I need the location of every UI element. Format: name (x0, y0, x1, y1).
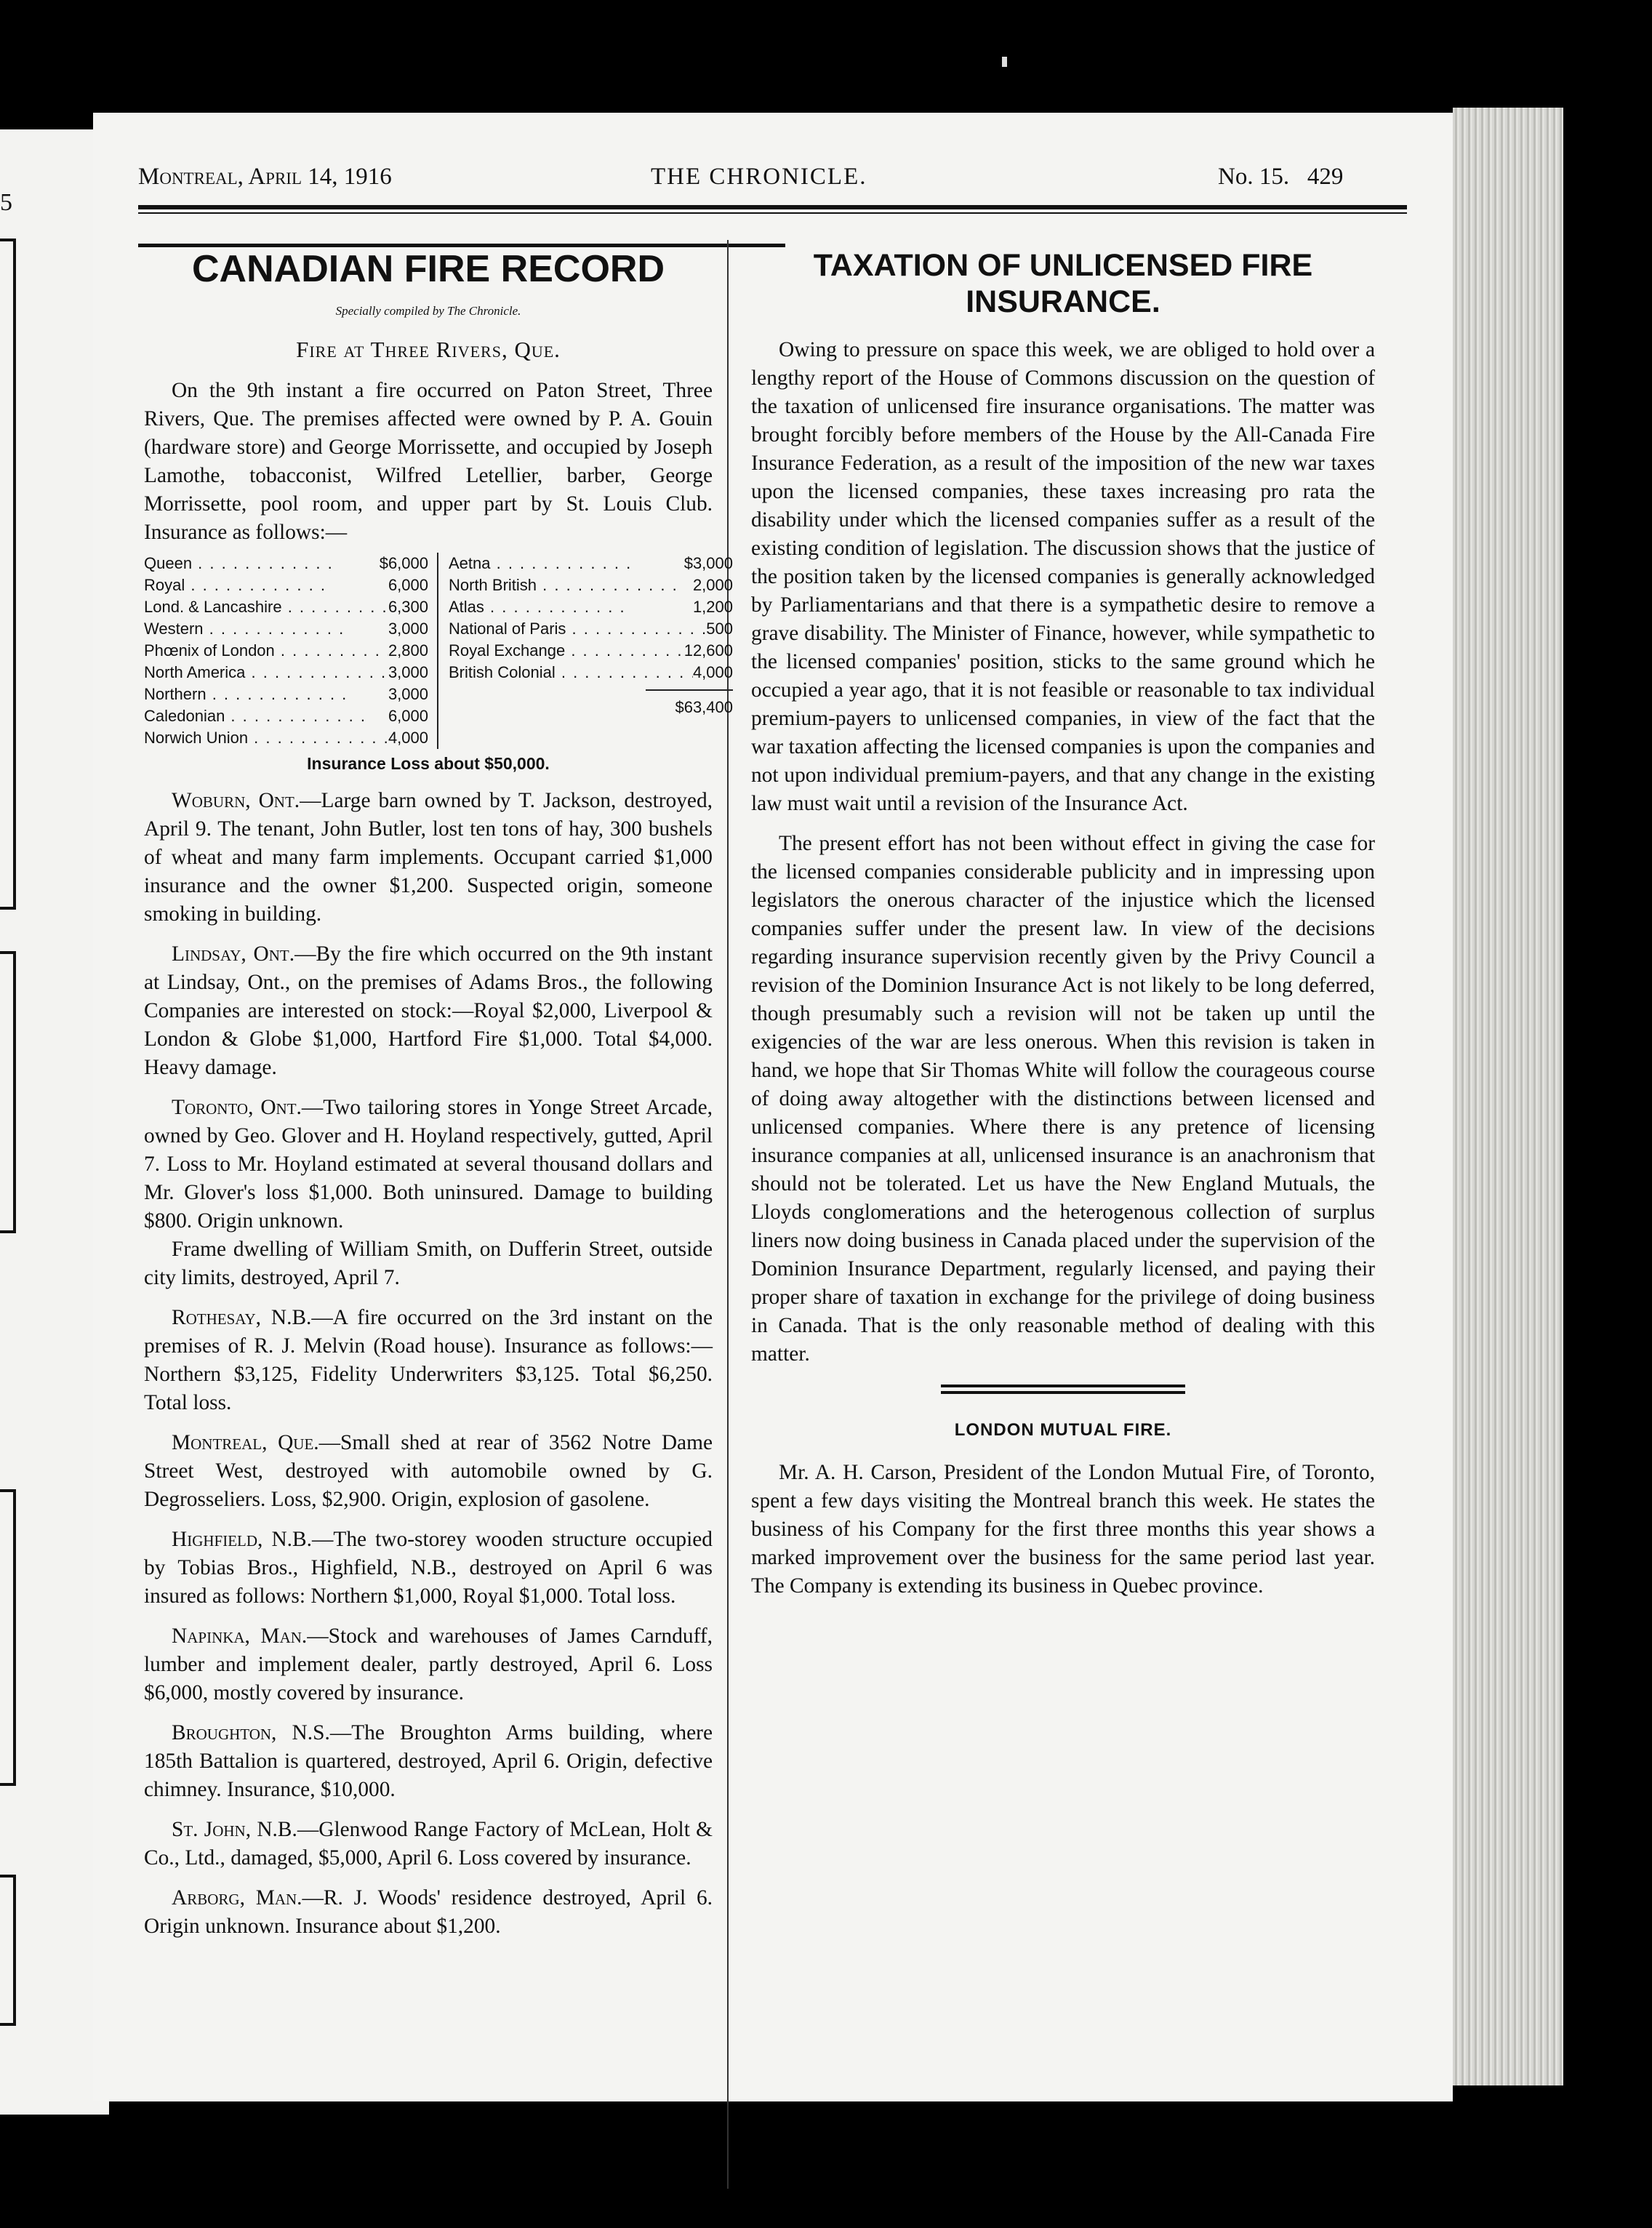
fire-report-place: Napinka, Man. (172, 1624, 308, 1648)
insurance-table-right (438, 553, 733, 749)
insurance-amount: 1,200 (692, 598, 733, 616)
fire-record-byline: Specially compiled by The Chronicle. (335, 304, 521, 318)
fire-record-column (144, 244, 733, 1941)
fire-report-place: Rothesay, N.B. (172, 1306, 312, 1329)
fire-report (144, 1622, 713, 1707)
three-rivers-subhead: Fire at Three Rivers, Que. (296, 337, 561, 362)
insurance-amount: 4,000 (692, 663, 733, 681)
fire-report (144, 1429, 713, 1514)
insurance-row (144, 684, 428, 705)
london-mutual-text: Mr. A. H. Carson, President of the London Mutual Fire, of Toronto, spent a few days visiting the Montreal branch this week. He states the business of his Company for the first three months this year shows a marked improvement over the business for the same period last year. The Company is extending its business in Quebec province. (751, 1461, 1375, 1598)
insurance-row (144, 596, 428, 618)
insurance-row (449, 553, 733, 574)
adjacent-page-box (0, 1875, 16, 2026)
insurance-amount: 6,000 (388, 576, 428, 594)
taxation-paragraph: Owing to pressure on space this week, we are obliged to hold over a lengthy report of the House of Commons discussion on the question of the taxation of unlicensed fire insurance organisations. The matter was brought forcibly before members of the House by the All-Canada Fire Insurance Federation, as a result of the imposition of the new war taxes upon the licensed companies, these taxes increasing pro rata the disability under which the licensed companies suffer as a result of the existing condition of legislation. The discussion shows that the justice of the position taken by the licensed companies is generally acknowledged by Parliamentarians and that there is a sympathetic desire to remove a grave disability. The Minister of Finance, however, while sympathetic to the licensed companies' position, sticks to the same ground which he occupied a year ago, that it is not feasible or reasonable to tax individual premium-payers to unlicensed companies, in view of the fact that the war taxation affecting the licensed companies is upon the companies and not upon individual premium-payers, and that any change in the existing law must wait until a revision of the Insurance Act. (751, 338, 1375, 815)
insurance-company: Western . . . (144, 618, 345, 640)
insurance-row (144, 618, 428, 640)
insurance-amount: 2,800 (388, 641, 428, 660)
scan-speck (1002, 57, 1007, 67)
fire-report-text: —A fire occurred on the 3rd instant on the premises of R. J. Melvin (Road house). Insurance as follows:—Northern $3,125, Fidelity Underwriters $3,125. Total $6,250. Total loss. (144, 1306, 713, 1414)
insurance-amount: 3,000 (388, 620, 428, 638)
insurance-company: North British . . . (449, 574, 678, 596)
insurance-amount: 6,300 (388, 598, 428, 616)
fire-report (144, 787, 713, 929)
taxation-column (751, 244, 1375, 1600)
fire-report (144, 1094, 713, 1235)
insurance-company: Royal . . . (144, 574, 326, 596)
fire-report-place: Toronto, Ont. (172, 1096, 302, 1119)
insurance-table-left (144, 553, 438, 749)
insurance-amount: 2,000 (692, 576, 733, 594)
insurance-amount: $6,000 (379, 554, 428, 572)
insurance-company: Caledonian . . . (144, 705, 366, 727)
insurance-company: National of Paris . . . (449, 618, 706, 640)
fire-report (144, 1235, 713, 1292)
insurance-company: Atlas . . . (449, 596, 626, 618)
insurance-company: Royal Exchange . . . (449, 640, 684, 662)
taxation-title: TAXATION OF UNLICENSED FIRE INSURANCE. (813, 248, 1313, 319)
insurance-row (144, 640, 428, 662)
insurance-amount: $3,000 (683, 554, 733, 572)
header-place-date: Montreal, April 14, 1916 (138, 164, 392, 190)
insurance-row (449, 596, 733, 618)
fire-report-text: —Glenwood Range Factory of McLean, Holt & Co., Ltd., damaged, $5,000, April 6. Loss covered by insurance. (144, 1818, 713, 1870)
insurance-company: Phœnix of London . . . (144, 640, 388, 662)
insurance-company: Queen . . . (144, 553, 334, 574)
insurance-row (144, 574, 428, 596)
fire-report-text: —Two tailoring stores in Yonge Street Arcade, owned by Geo. Glover and H. Hoyland respectively, gutted, April 7. Loss to Mr. Hoyland estimated at several thousand dollars and Mr. Glover's loss $1,000. Both uninsured. Damage to building $800. Origin unknown. (144, 1096, 713, 1233)
fire-report-place: St. John, N.B. (172, 1818, 297, 1841)
adjacent-page-box (0, 239, 16, 910)
fire-report-text: —By the fire which occurred on the 9th instant at Lindsay, Ont., on the premises of Adams Bros., the following Companies are interested on stock:—Royal $2,000, Liverpool & London & Globe $1,000, Hartford Fire $1,000. Total $4,000. Heavy damage. (144, 942, 713, 1079)
fire-report (144, 1884, 713, 1941)
fire-report-place: Broughton, N.S. (172, 1721, 330, 1744)
page-stack-edge (1453, 108, 1563, 2085)
fire-report-place: Arborg, Man. (172, 1886, 302, 1910)
fire-report-place: Woburn, Ont. (172, 789, 300, 812)
column-divider (727, 240, 729, 2189)
fire-report-text: —Large barn owned by T. Jackson, destroyed, April 9. The tenant, John Butler, lost ten tons of hay, 300 bushels of wheat and many farm implements. Occupant carried $1,000 insurance and the owner $1,200. Suspected origin, someone smoking in building. (144, 789, 713, 926)
fire-reports (144, 787, 713, 1941)
fire-report (144, 1719, 713, 1804)
insurance-company: Norwich Union . . . (144, 727, 388, 749)
fire-report (144, 1304, 713, 1417)
fire-report-text: —The Broughton Arms building, where 185th Battalion is quartered, destroyed, April 6. Origin, defective chimney. Insurance, $10,000. (144, 1721, 713, 1801)
fire-report-text: —Stock and warehouses of James Carnduff, lumber and implement dealer, partly destroyed, April 6. Loss $6,000, mostly covered by insurance. (144, 1624, 713, 1704)
adjacent-page-box (0, 1489, 16, 1786)
fire-record-title: CANADIAN FIRE RECORD (192, 248, 665, 290)
insurance-loss: Insurance Loss about $50,000. (307, 754, 550, 773)
insurance-amount: 3,000 (388, 663, 428, 681)
taxation-paragraph: The present effort has not been without effect in giving the case for the licensed companies considerable publicity and in impressing upon legislators the onerous character of the injustice which the licensed companies suffer under the present law. In view of the decisions regarding insurance supervision recently given by the Privy Council a revision of the Dominion Insurance Act is not likely to be long deferred, though presumably such a revision will not be taken up until the exigencies of the war are less onerous. When this revision is taken in hand, we hope that Sir Thomas White will follow the courageous course of doing away altogether with the distinctions between licensed and unlicensed companies. Where there is any pretence of licensing insurance companies at all, unlicensed insurance is an anachronism that should not be tolerated. Let us have the New England Mutuals, the Lloyds conglomerations and the heterogenous collection of surplus liners now doing business in Canada placed under the supervision of the Dominion Insurance Department, regularly licensed, and paying their proper share of taxation in exchange for the privilege of doing business in Canada. That is the only reasonable method of dealing with this matter. (751, 832, 1375, 1366)
insurance-row (449, 574, 733, 596)
insurance-row (449, 618, 733, 640)
header-title: THE CHRONICLE. (651, 164, 867, 190)
insurance-company: Northern . . . (144, 684, 348, 705)
insurance-company: Aetna . . . (449, 553, 632, 574)
insurance-table (144, 553, 733, 749)
insurance-amount: 500 (706, 620, 733, 638)
three-rivers-intro: On the 9th instant a fire occurred on Paton Street, Three Rivers, Que. The premises affected were owned by P. A. Gouin (hardware store) and George Morrissette, and occupied by Joseph Lamothe, tobacconist, Wilfred Letellier, barber, George Morrissette, pool room, and upper part by St. Louis Club. Insurance as follows:— (144, 379, 713, 544)
page (93, 113, 1453, 2101)
insurance-amount: 4,000 (388, 729, 428, 747)
fire-report-text: —The two-storey wooden structure occupied by Tobias Bros., Highfield, N.B., destroyed on April 6 was insured as follows: Northern $1,000, Royal $1,000. Total loss. (144, 1528, 713, 1608)
insurance-total: $63,400 (675, 698, 733, 716)
insurance-company: British Colonial . . . (449, 662, 693, 684)
fire-report-text: —Small shed at rear of 3562 Notre Dame Street West, destroyed with automobile owned by G. Degrosseliers. Loss, $2,900. Origin, explosion of gasolene. (144, 1431, 713, 1511)
insurance-company: Lond. & Lancashire . . . (144, 596, 388, 618)
london-mutual-title: LONDON MUTUAL FIRE. (954, 1420, 1172, 1440)
adjacent-page-box (0, 951, 16, 1233)
header-issue-page: No. 15. 429 (1218, 164, 1344, 190)
fire-report-text: —R. J. Woods' residence destroyed, April 6. Origin unknown. Insurance about $1,200. (144, 1886, 713, 1938)
fire-report-place: Montreal, Que. (172, 1431, 319, 1454)
insurance-row (144, 727, 428, 749)
fire-report (144, 1526, 713, 1611)
section-divider (941, 1385, 1185, 1394)
adjacent-page-fragment: 5 (0, 189, 12, 216)
running-header (138, 164, 1407, 200)
insurance-row (449, 662, 733, 684)
insurance-amount: 12,600 (683, 641, 733, 660)
fire-report-place: Highfield, N.B. (172, 1528, 312, 1551)
header-rule (138, 205, 1407, 209)
insurance-company: North America . . . (144, 662, 387, 684)
fire-report (144, 940, 713, 1082)
insurance-total-rule (646, 689, 733, 691)
fire-report-place: Lindsay, Ont. (172, 942, 295, 966)
header-rule-thin (138, 212, 1407, 214)
insurance-amount: 6,000 (388, 707, 428, 725)
insurance-amount: 3,000 (388, 685, 428, 703)
fire-report (144, 1816, 713, 1872)
insurance-row (144, 662, 428, 684)
insurance-row (144, 705, 428, 727)
insurance-row (449, 640, 733, 662)
insurance-row (144, 553, 428, 574)
fire-report-text: Frame dwelling of William Smith, on Dufferin Street, outside city limits, destroyed, April 7. (144, 1238, 713, 1289)
